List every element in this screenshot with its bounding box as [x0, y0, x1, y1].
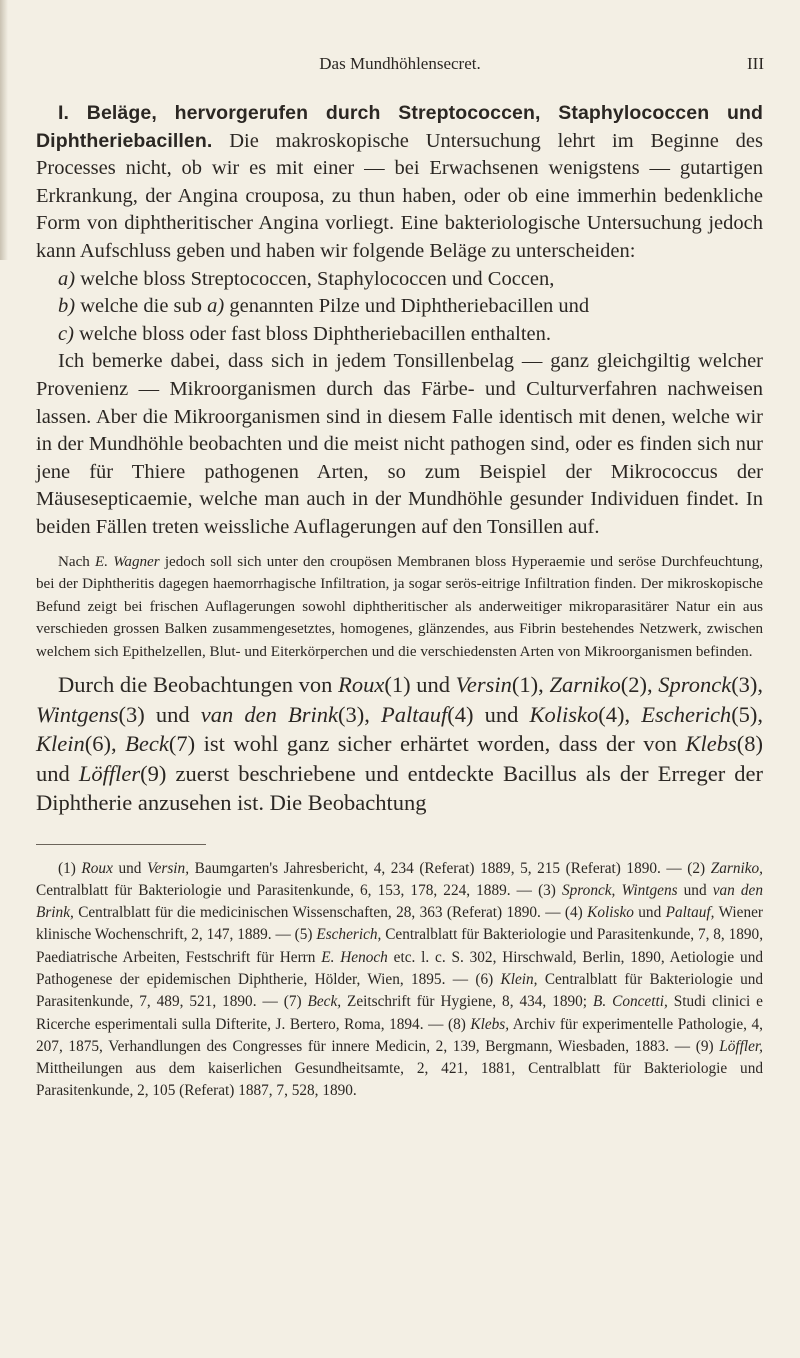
running-header — [0, 54, 800, 78]
text-run: Zeitschrift für Hygiene, 8, 434, 1890; — [347, 993, 588, 1011]
author-name: Zarniko — [549, 672, 621, 697]
footnote-number: (6) — [475, 970, 494, 988]
citation-ref: (1) — [384, 672, 411, 697]
footnote-number: (2) — [687, 859, 706, 877]
citation-ref: (7) — [168, 731, 196, 756]
citation-ref: (1), — [511, 672, 544, 697]
footnote-divider — [36, 844, 206, 845]
footnote-number: (8) — [447, 1015, 466, 1033]
citation-ref: (8) — [736, 731, 764, 756]
text-run: und — [36, 760, 70, 786]
author-name: Löffler, — [719, 1037, 763, 1055]
text-run: Centralblatt für Bakteriologie und Parasitenkunde, 7, 489, 521, 1890. — — [36, 970, 764, 1011]
author-name: Versin — [455, 672, 512, 697]
citation-ref: (5), — [731, 701, 764, 727]
text-run: etc. l. c. S. 302, Hirschwald, Berlin, 1890, Aetiologie und Pathogenese der epidemischen Diphtherie, Hölder, Wien, 1895. — — [36, 948, 763, 988]
text-run: Baumgarten's Jahresbericht, 4, 234 (Referat) 1889, 5, 215 (Referat) 1890. — — [194, 859, 682, 877]
author-name: van den Brink — [200, 701, 338, 727]
text-run: und — [118, 859, 142, 877]
author-name: van den Brink, — [36, 881, 763, 922]
author-name: Klein — [36, 731, 85, 756]
author-name: Löffler — [78, 760, 141, 786]
author-name: Escherich — [641, 701, 732, 727]
citation-ref: (4) — [447, 701, 474, 727]
footnote-number: (4) — [564, 904, 583, 922]
footnote-number: (9) — [695, 1037, 714, 1055]
list-item-c — [36, 321, 763, 349]
text-run: Studi clinici e Ricerche esperimentali sulla Difterite, J. Bertero, Roma, 1894. — — [36, 993, 763, 1033]
observation-paragraph — [36, 670, 763, 818]
citation-ref: (3), — [731, 672, 764, 697]
author-name: Klebs — [685, 731, 737, 756]
author-name: Paltauf, — [665, 904, 715, 922]
footnote-number: (3) — [538, 881, 556, 899]
text-run: ist wohl ganz sicher erhärtet worden, dass der von — [203, 731, 678, 756]
list-marker: c) — [58, 322, 74, 345]
footnote-number: (5) — [294, 926, 313, 944]
list-marker: b) — [58, 295, 76, 318]
citation-ref: (3) — [118, 701, 145, 727]
text-run: und — [416, 672, 450, 697]
page-number: III — [747, 54, 764, 73]
author-name: Roux — [338, 672, 385, 697]
list-text: welche bloss oder fast bloss Diphtheriebacillen enthalten. — [79, 322, 551, 345]
text-run: Archiv für experimentelle Pathologie, 4, 207, 1875, Verhandlungen des Congresses für innere Medicin, 2, 139, Bergmann, Wiesbaden, 1883. — — [36, 1015, 763, 1055]
author-name: Escherich, — [316, 926, 382, 944]
text-run: Centralblatt für Bakteriologie und Parasitenkunde, 6, 153, 178, 224, 1889. — — [36, 881, 532, 899]
citation-ref: (4), — [598, 701, 631, 727]
page-body — [36, 100, 763, 1103]
citation-ref: (2), — [620, 672, 653, 697]
footnote-number: (1) — [58, 859, 76, 877]
author-name: E. Wagner — [95, 553, 160, 570]
author-name: Versin, — [146, 859, 190, 877]
author-name: Zarniko, — [710, 859, 763, 877]
author-name: Kolisko — [587, 904, 634, 922]
text-run: und — [683, 881, 707, 899]
citation-ref: (6), — [84, 731, 117, 756]
list-item-b — [36, 293, 763, 321]
author-name: Beck, — [307, 993, 342, 1011]
text-run: Centralblatt für die medicinischen Wissenschaften, 28, 363 (Referat) 1890. — — [78, 904, 561, 922]
text-run: Nach — [58, 553, 90, 570]
author-name: Wintgens — [36, 701, 119, 727]
text-run: jedoch soll sich unter den croupösen Membranen bloss Hyperaemie und seröse Durchfeuchtung, bei der Diphtheritis dagegen haemorrhagische Infiltration, ja sogar serös-eitrige Infiltration finden. Der mikroskopische Befund zeigt bei frischen Auflagerungen sowohl diphtheritischer als anderweitiger mikroparasitärer Natur ein aus verschieden grossen Balken zusammengesetztes, homogenes, glänzendes, aus Fibrin bestehendes Netzwerk, zwischen welchem sich Epithelzellen, Blut- und Eiterkörperchen und die verschiedensten Arten von Mikroorganismen befinden. — [36, 553, 763, 660]
text-run: und — [638, 904, 662, 922]
text-run: und — [484, 701, 519, 727]
author-name: Beck — [125, 731, 169, 756]
author-name: Spronck — [658, 672, 732, 697]
footnotes — [36, 858, 763, 1103]
running-title: Das Mundhöhlensecret. — [319, 54, 481, 73]
small-print-paragraph — [36, 551, 763, 664]
footnote-number: (7) — [283, 993, 302, 1011]
text-run: Mittheilungen aus dem kaiserlichen Gesundheitsamte, 2, 421, 1881, Centralblatt für Bakteriologie und Parasitenkunde, 2, 105 (Referat) 1887, 7, 528, 1890. — [36, 1060, 763, 1100]
author-name: Kolisko — [529, 701, 599, 727]
text-run: Wiener klinische Wochenschrift, 2, 147, 1889. — — [36, 904, 763, 944]
list-marker: a) — [58, 267, 76, 290]
list-reference: a) — [207, 295, 225, 318]
author-name: Roux — [81, 859, 113, 877]
author-name: Klebs, — [470, 1015, 510, 1033]
text-run: und — [155, 701, 190, 727]
list-item-a — [36, 266, 763, 294]
author-name: B. Concetti, — [593, 993, 668, 1011]
author-name: E. Henoch — [321, 948, 388, 966]
text-run: Durch die Beobachtungen von — [58, 672, 333, 697]
author-name: Spronck, Wintgens — [562, 881, 678, 899]
citation-ref: (9) — [140, 760, 167, 786]
section-heading: I. Beläge, hervorgerufen durch Streptococcen, Staphylococcen und Diphtheriebacillen. — [36, 102, 763, 152]
author-name: Paltauf — [380, 701, 448, 727]
text-run: Centralblatt für Bakteriologie und Parasitenkunde, 7, 8, 1890, Paediatrische Arbeiten, Festschrift für Herrn — [36, 926, 764, 966]
citation-ref: (3), — [337, 701, 370, 727]
list-text: genannten Pilze und Diphtheriebacillen und — [229, 295, 590, 318]
text-run: zuerst beschriebene und entdeckte Bacillus als der Erreger der Diphtherie anzusehen ist. Die Beobachtung — [36, 760, 764, 815]
list-text: welche die sub — [80, 295, 203, 318]
body-paragraph: Ich bemerke dabei, dass sich in jedem Tonsillenbelag — ganz gleichgiltig welcher Provenienz — Mikroorganismen durch das Färbe- und Culturverfahren nachweisen lassen. Aber die Mikroorganismen sind in diesem Falle identisch mit denen, welche wir in der Mundhöhle beobachten und die meist nicht pathogen sind, oder es finden sich nur jene für Thiere pathogenen Arten, so zum Beispiel der Mikrococcus der Mäusesepticaemie, welche man auch in der Mundhöhle gesunder Individuen findet. In beiden Fällen treten weissliche Auflagerungen auf den Tonsillen auf. — [36, 350, 763, 538]
list-text: welche bloss Streptococcen, Staphylococcen und Coccen, — [80, 267, 555, 290]
section-intro: Die makroskopische Untersuchung lehrt im Beginne des Processes nicht, ob wir es mit einer — bei Erwachsenen wenigstens — gutartigen Erkrankung, der Angina crouposa, zu thun haben, oder ob eine immerhin bedenkliche Form von diphtheritischer Angina vorliegt. Eine bakteriologische Untersuchung jedoch kann Aufschluss geben und haben wir folgende Beläge zu unterscheiden: — [36, 129, 763, 262]
section-paragraph — [36, 100, 763, 266]
page-edge-shadow — [0, 0, 8, 260]
author-name: Klein, — [500, 970, 538, 988]
